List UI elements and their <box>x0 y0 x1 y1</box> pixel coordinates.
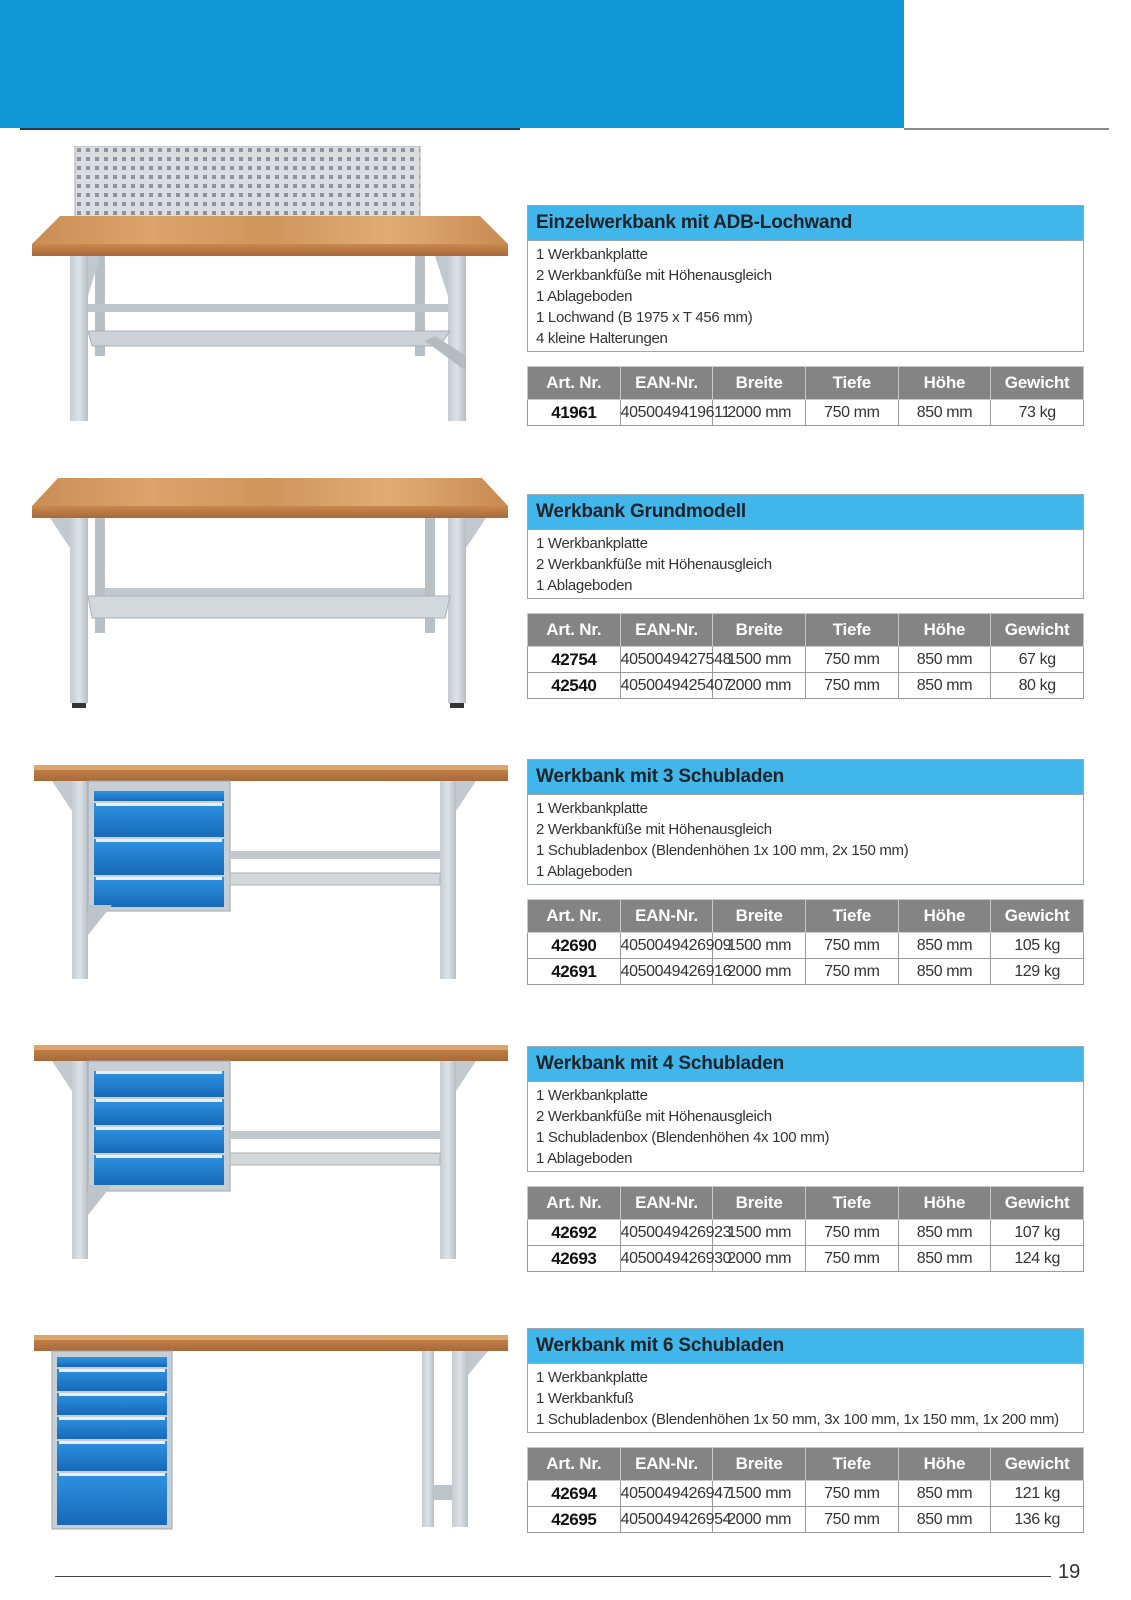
table-row <box>528 933 1084 959</box>
depth-cell: 750 mm <box>805 1507 898 1533</box>
feature-item: 1 Schubladenbox (Blendenhöhen 1x 100 mm, 2x 150 mm) <box>536 842 909 859</box>
depth-cell: 750 mm <box>805 647 898 673</box>
table-row <box>528 400 1084 426</box>
product-block <box>527 494 1084 699</box>
spec-table <box>527 1186 1084 1272</box>
art-nr-cell: 42692 <box>528 1220 621 1246</box>
header-band <box>0 0 904 128</box>
height-cell: 850 mm <box>898 933 991 959</box>
feature-item: 4 kleine Halterungen <box>536 330 668 347</box>
depth-cell: 750 mm <box>805 673 898 699</box>
ean-cell: 4050049426947 <box>620 1481 713 1507</box>
col-header-height: Höhe <box>898 367 991 400</box>
width-cell: 1500 mm <box>713 933 806 959</box>
footer-rule <box>55 1576 1051 1577</box>
col-header-height: Höhe <box>898 1187 991 1220</box>
ean-cell: 4050049426916 <box>620 959 713 985</box>
product-title: Werkbank mit 4 Schubladen <box>527 1046 1084 1082</box>
feature-item: 1 Werkbankplatte <box>536 1087 648 1104</box>
feature-item: 1 Lochwand (B 1975 x T 456 mm) <box>536 309 753 326</box>
ean-cell: 4050049426954 <box>620 1507 713 1533</box>
feature-item: 2 Werkbankfüße mit Höhenausgleich <box>536 1108 772 1125</box>
weight-cell: 136 kg <box>991 1507 1084 1533</box>
col-header-depth: Tiefe <box>805 367 898 400</box>
table-header-row <box>528 367 1084 400</box>
depth-cell: 750 mm <box>805 1220 898 1246</box>
width-cell: 2000 mm <box>713 959 806 985</box>
width-cell: 1500 mm <box>713 1481 806 1507</box>
weight-cell: 124 kg <box>991 1246 1084 1272</box>
col-header-width: Breite <box>713 900 806 933</box>
table-header-row <box>528 1448 1084 1481</box>
weight-cell: 73 kg <box>991 400 1084 426</box>
art-nr-cell: 41961 <box>528 400 621 426</box>
weight-cell: 129 kg <box>991 959 1084 985</box>
ean-cell: 4050049427548 <box>620 647 713 673</box>
art-nr-cell: 42693 <box>528 1246 621 1272</box>
table-header-row <box>528 1187 1084 1220</box>
ean-cell: 4050049425407 <box>620 673 713 699</box>
art-nr-cell: 42694 <box>528 1481 621 1507</box>
table-row <box>528 1220 1084 1246</box>
feature-item: 1 Werkbankplatte <box>536 246 648 263</box>
feature-item: 1 Werkbankfuß <box>536 1390 634 1407</box>
col-header-width: Breite <box>713 614 806 647</box>
spec-table <box>527 1447 1084 1533</box>
col-header-weight: Gewicht <box>991 1187 1084 1220</box>
col-header-height: Höhe <box>898 614 991 647</box>
height-cell: 850 mm <box>898 1246 991 1272</box>
feature-item: 1 Schubladenbox (Blendenhöhen 1x 50 mm, 3x 100 mm, 1x 150 mm, 1x 200 mm) <box>536 1411 1059 1428</box>
table-row <box>528 1481 1084 1507</box>
weight-cell: 121 kg <box>991 1481 1084 1507</box>
col-header-depth: Tiefe <box>805 1187 898 1220</box>
height-cell: 850 mm <box>898 673 991 699</box>
art-nr-cell: 42691 <box>528 959 621 985</box>
col-header-artnr: Art. Nr. <box>528 1187 621 1220</box>
art-nr-cell: 42754 <box>528 647 621 673</box>
col-header-artnr: Art. Nr. <box>528 614 621 647</box>
art-nr-cell: 42690 <box>528 933 621 959</box>
art-nr-cell: 42540 <box>528 673 621 699</box>
ean-cell: 4050049426909 <box>620 933 713 959</box>
feature-list <box>527 530 1084 599</box>
header-rule-right <box>904 128 1109 130</box>
width-cell: 2000 mm <box>713 673 806 699</box>
col-header-artnr: Art. Nr. <box>528 367 621 400</box>
table-row <box>528 959 1084 985</box>
product-block <box>527 205 1084 426</box>
feature-list <box>527 1082 1084 1172</box>
feature-list <box>527 1364 1084 1433</box>
depth-cell: 750 mm <box>805 933 898 959</box>
spec-table <box>527 613 1084 699</box>
feature-item: 1 Ablageboden <box>536 1150 633 1167</box>
feature-item: 1 Ablageboden <box>536 863 633 880</box>
feature-item: 2 Werkbankfüße mit Höhenausgleich <box>536 556 772 573</box>
spec-table <box>527 366 1084 426</box>
col-header-weight: Gewicht <box>991 367 1084 400</box>
feature-item: 1 Werkbankplatte <box>536 535 648 552</box>
height-cell: 850 mm <box>898 1481 991 1507</box>
height-cell: 850 mm <box>898 959 991 985</box>
feature-list <box>527 795 1084 885</box>
feature-item: 1 Ablageboden <box>536 577 633 594</box>
header-rule-left <box>20 128 520 130</box>
col-header-ean: EAN-Nr. <box>620 900 713 933</box>
col-header-artnr: Art. Nr. <box>528 900 621 933</box>
feature-item: 2 Werkbankfüße mit Höhenausgleich <box>536 267 772 284</box>
workbench-6-drawers-image <box>32 1335 510 1535</box>
col-header-depth: Tiefe <box>805 1448 898 1481</box>
product-title: Einzelwerkbank mit ADB-Lochwand <box>527 205 1084 241</box>
weight-cell: 105 kg <box>991 933 1084 959</box>
col-header-weight: Gewicht <box>991 1448 1084 1481</box>
col-header-artnr: Art. Nr. <box>528 1448 621 1481</box>
feature-item: 1 Ablageboden <box>536 288 633 305</box>
product-title: Werkbank mit 3 Schubladen <box>527 759 1084 795</box>
product-block <box>527 1328 1084 1533</box>
height-cell: 850 mm <box>898 400 991 426</box>
table-header-row <box>528 614 1084 647</box>
product-block <box>527 759 1084 985</box>
workbench-perforated-wall-image <box>30 146 510 428</box>
page-number: 19 <box>1058 1561 1081 1583</box>
depth-cell: 750 mm <box>805 400 898 426</box>
col-header-ean: EAN-Nr. <box>620 1448 713 1481</box>
width-cell: 1500 mm <box>713 1220 806 1246</box>
product-block <box>527 1046 1084 1272</box>
width-cell: 2000 mm <box>713 400 806 426</box>
col-header-height: Höhe <box>898 1448 991 1481</box>
table-row <box>528 647 1084 673</box>
depth-cell: 750 mm <box>805 1246 898 1272</box>
feature-item: 2 Werkbankfüße mit Höhenausgleich <box>536 821 772 838</box>
product-title: Werkbank mit 6 Schubladen <box>527 1328 1084 1364</box>
col-header-width: Breite <box>713 367 806 400</box>
col-header-width: Breite <box>713 1187 806 1220</box>
col-header-ean: EAN-Nr. <box>620 1187 713 1220</box>
product-title: Werkbank Grundmodell <box>527 494 1084 530</box>
height-cell: 850 mm <box>898 1220 991 1246</box>
height-cell: 850 mm <box>898 1507 991 1533</box>
col-header-width: Breite <box>713 1448 806 1481</box>
ean-cell: 4050049426930 <box>620 1246 713 1272</box>
col-header-ean: EAN-Nr. <box>620 367 713 400</box>
workbench-3-drawers-image <box>32 765 510 985</box>
weight-cell: 80 kg <box>991 673 1084 699</box>
col-header-depth: Tiefe <box>805 900 898 933</box>
col-header-weight: Gewicht <box>991 900 1084 933</box>
width-cell: 2000 mm <box>713 1507 806 1533</box>
width-cell: 1500 mm <box>713 647 806 673</box>
ean-cell: 4050049419611 <box>620 400 713 426</box>
table-header-row <box>528 900 1084 933</box>
ean-cell: 4050049426923 <box>620 1220 713 1246</box>
col-header-weight: Gewicht <box>991 614 1084 647</box>
col-header-height: Höhe <box>898 900 991 933</box>
height-cell: 850 mm <box>898 647 991 673</box>
width-cell: 2000 mm <box>713 1246 806 1272</box>
feature-list <box>527 241 1084 352</box>
table-row <box>528 673 1084 699</box>
weight-cell: 107 kg <box>991 1220 1084 1246</box>
feature-item: 1 Werkbankplatte <box>536 800 648 817</box>
depth-cell: 750 mm <box>805 1481 898 1507</box>
col-header-depth: Tiefe <box>805 614 898 647</box>
depth-cell: 750 mm <box>805 959 898 985</box>
workbench-4-drawers-image <box>32 1045 510 1265</box>
feature-item: 1 Werkbankplatte <box>536 1369 648 1386</box>
spec-table <box>527 899 1084 985</box>
weight-cell: 67 kg <box>991 647 1084 673</box>
col-header-ean: EAN-Nr. <box>620 614 713 647</box>
feature-item: 1 Schubladenbox (Blendenhöhen 4x 100 mm) <box>536 1129 830 1146</box>
workbench-basic-image <box>30 478 510 710</box>
table-row <box>528 1507 1084 1533</box>
art-nr-cell: 42695 <box>528 1507 621 1533</box>
table-row <box>528 1246 1084 1272</box>
